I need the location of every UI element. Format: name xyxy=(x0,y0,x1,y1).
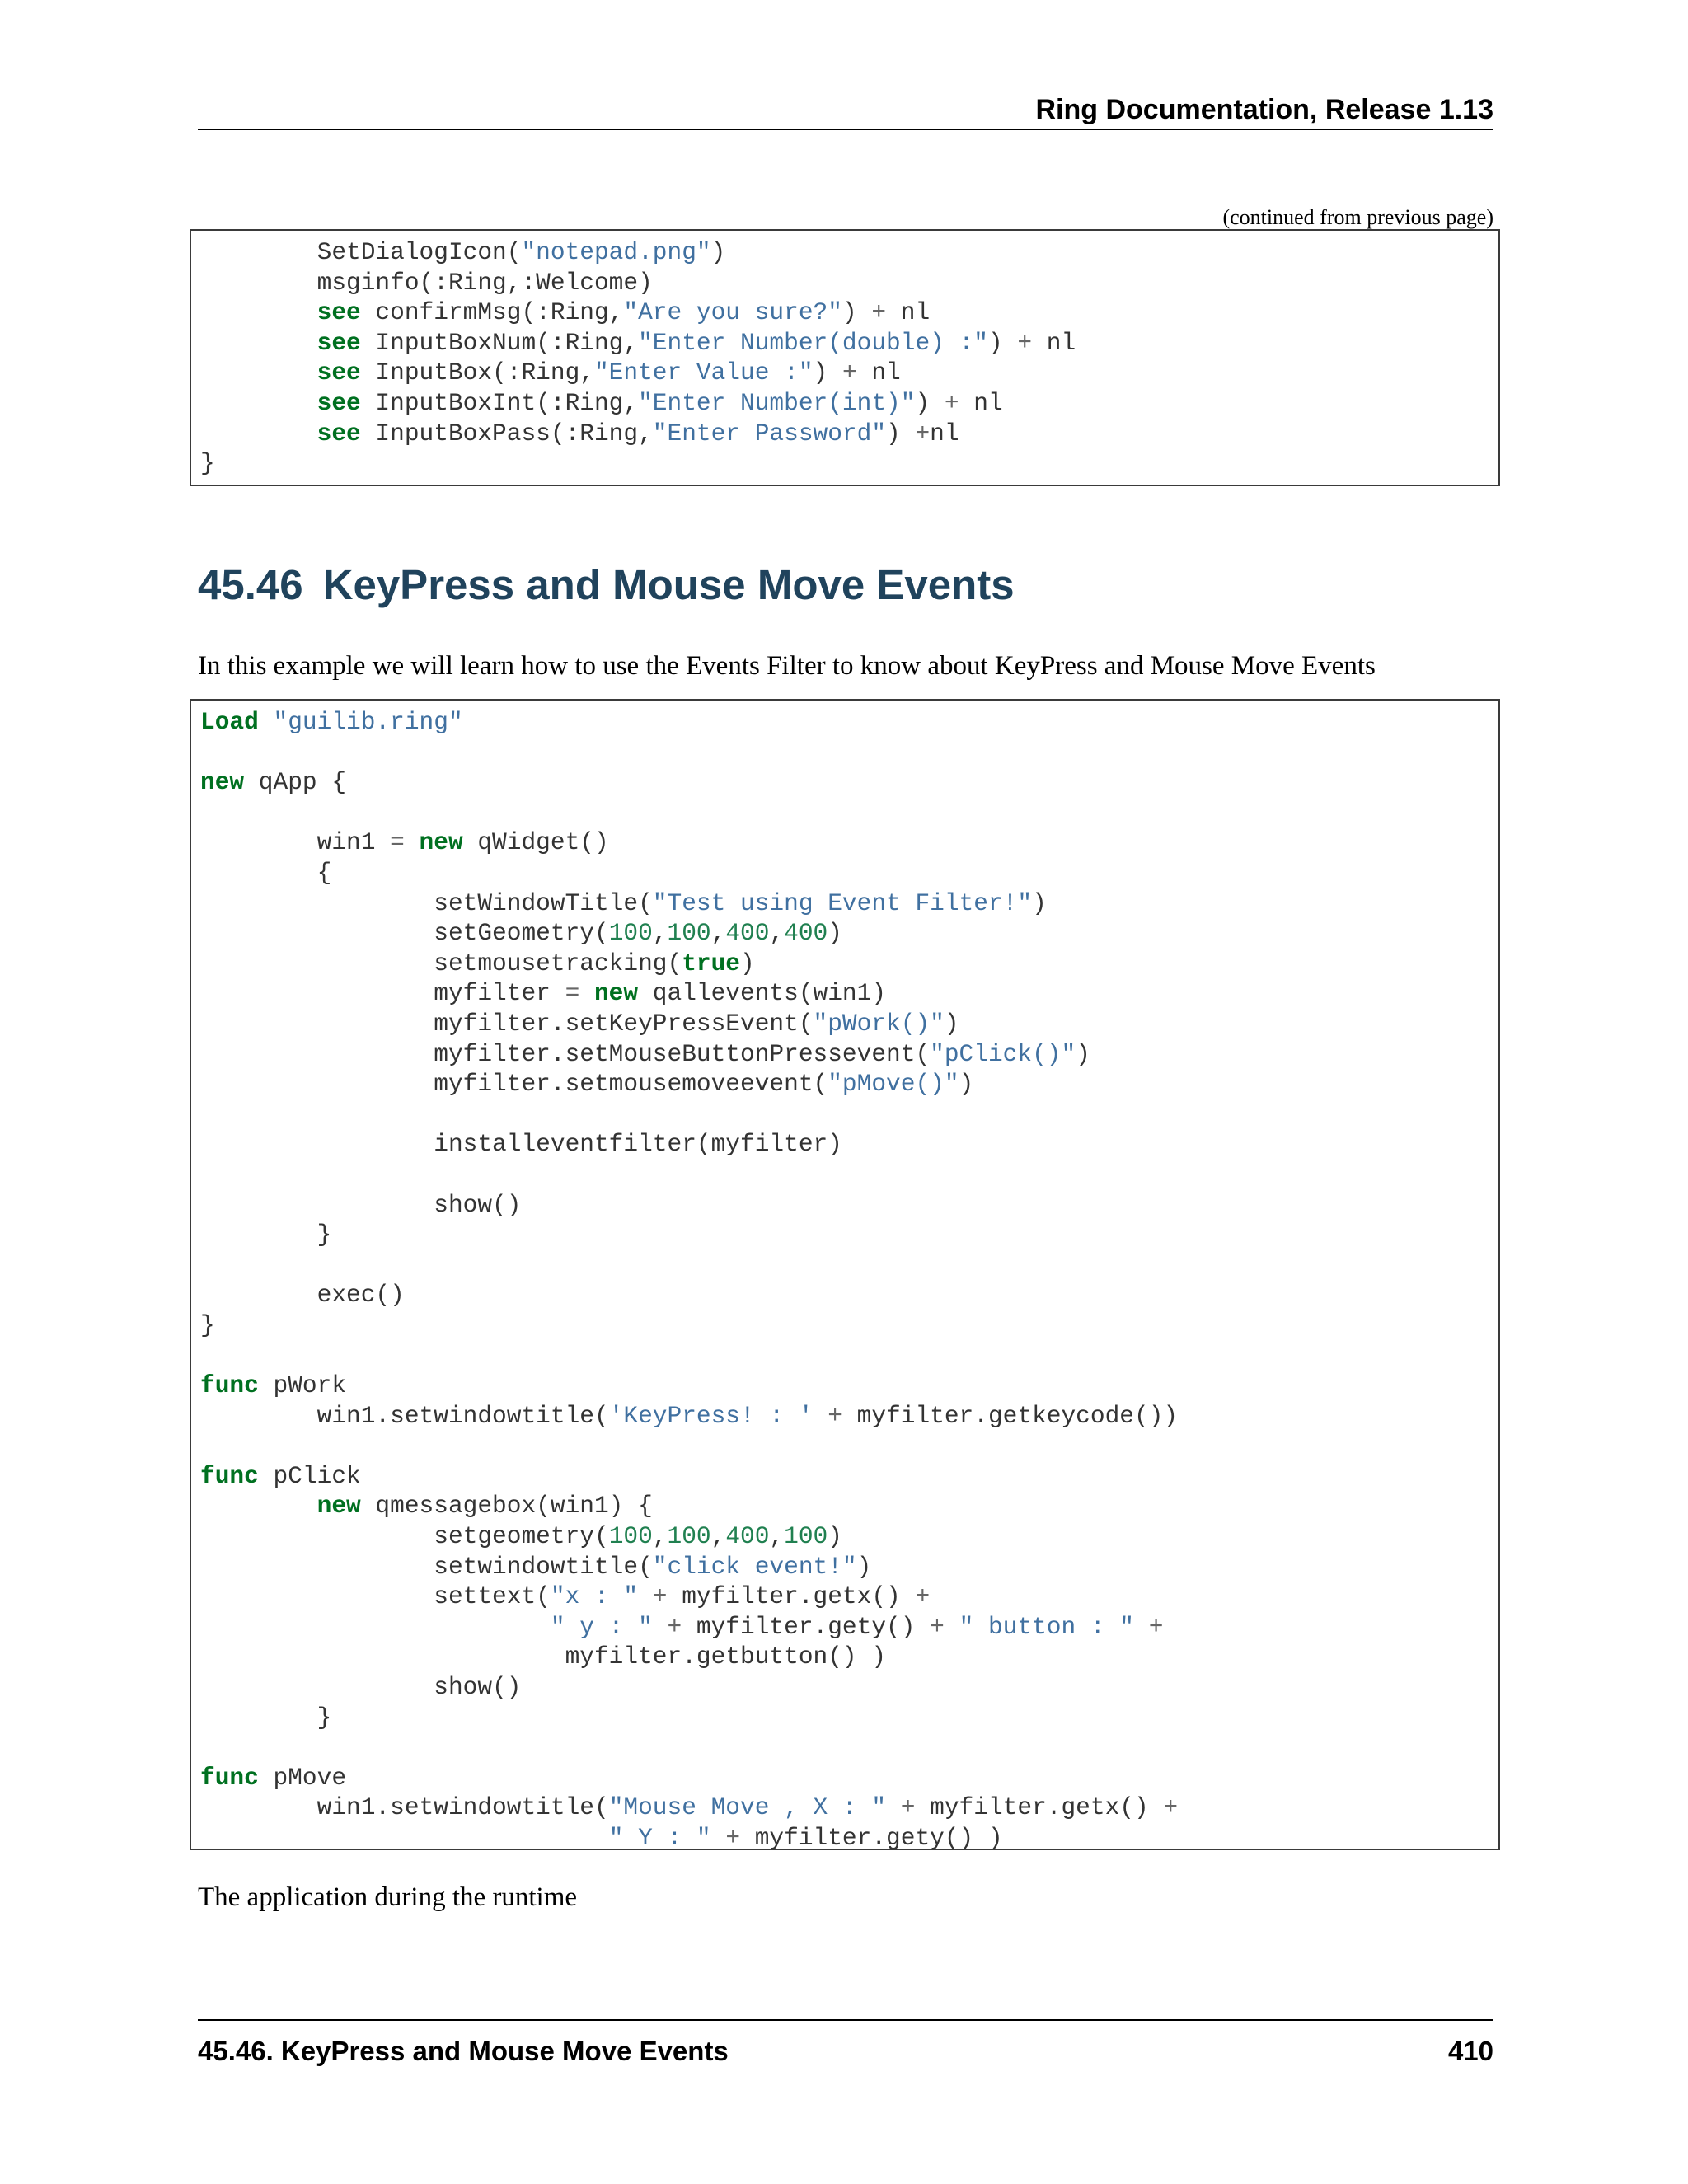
code-line: myfilter.setMouseButtonPressevent("pClick()") xyxy=(200,1039,1090,1068)
footer-section: 45.46. KeyPress and Mouse Move Events xyxy=(198,2036,729,2066)
running-header: Ring Documentation, Release 1.13 xyxy=(1035,94,1493,125)
code-line: show() xyxy=(200,1673,522,1701)
code-line: exec() xyxy=(200,1281,405,1310)
code-line: { xyxy=(200,858,332,887)
code-line: func pMove xyxy=(200,1763,347,1792)
code-line: win1.setwindowtitle('KeyPress! : ' + myfilter.getkeycode()) xyxy=(200,1401,1179,1430)
code-line: " y : " + myfilter.gety() + " button : " + xyxy=(550,1612,1164,1641)
code-line xyxy=(200,798,1498,828)
code-line xyxy=(200,1099,1498,1130)
code-line: installeventfilter(myfilter) xyxy=(200,1130,842,1159)
code-line: see InputBoxNum(:Ring,"Enter Number(double) :") + nl xyxy=(316,328,1076,357)
code-line xyxy=(200,738,1498,768)
code-line: } xyxy=(200,1310,215,1339)
code-line: show() xyxy=(200,1190,522,1219)
intro-paragraph: In this example we will learn how to use the Events Filter to know about KeyPress and Mouse Move Events xyxy=(198,651,1376,681)
section-number: 45.46 xyxy=(198,561,303,608)
code-line: myfilter.getbutton() ) xyxy=(200,1643,887,1671)
code-line: see InputBoxPass(:Ring,"Enter Password") +nl xyxy=(316,419,959,448)
code-line: Load "guilib.ring" xyxy=(200,708,463,736)
code-line: } xyxy=(200,449,215,478)
code-line: new qmessagebox(win1) { xyxy=(316,1492,653,1521)
code-line xyxy=(200,1340,1498,1371)
code-line: setgeometry(100,100,400,100) xyxy=(200,1522,842,1551)
code-line: see InputBox(:Ring,"Enter Value :") + nl xyxy=(316,359,901,387)
code-block-dialogs xyxy=(190,229,1500,486)
code-line: func pClick xyxy=(200,1461,361,1490)
code-block-event-filter xyxy=(190,699,1500,1850)
code-line: SetDialogIcon("notepad.png") xyxy=(200,238,726,266)
code-line: " Y : " + myfilter.gety() ) xyxy=(608,1823,1003,1850)
code-line: func pWork xyxy=(200,1371,347,1400)
code-line: msginfo(:Ring,:Welcome) xyxy=(200,268,653,297)
code-line: } xyxy=(200,1703,332,1732)
code-line: setGeometry(100,100,400,400) xyxy=(200,919,842,948)
code-line: settext("x : " + myfilter.getx() + xyxy=(200,1582,931,1611)
header-rule xyxy=(198,129,1493,130)
page-number: 410 xyxy=(1447,2036,1493,2066)
code-line: myfilter = new qallevents(win1) xyxy=(200,979,887,1008)
continued-note: (continued from previous page) xyxy=(1222,205,1493,229)
code-line: see confirmMsg(:Ring,"Are you sure?") + nl xyxy=(316,298,931,327)
code-line: setWindowTitle("Test using Event Filter!") xyxy=(200,888,1047,917)
code-line: new qApp { xyxy=(200,768,347,797)
runtime-paragraph: The application during the runtime xyxy=(198,1882,578,1912)
code-line xyxy=(200,1160,1498,1190)
code-line: } xyxy=(200,1221,332,1249)
code-line xyxy=(200,1250,1498,1281)
code-line: myfilter.setmousemoveevent("pMove()") xyxy=(200,1070,974,1099)
footer-rule xyxy=(198,2019,1493,2021)
code-line: win1 = new qWidget() xyxy=(200,828,609,857)
code-line xyxy=(200,1732,1498,1763)
code-line: win1.setwindowtitle("Mouse Move , X : " + myfilter.getx() + xyxy=(200,1793,1179,1822)
code-line: see InputBoxInt(:Ring,"Enter Number(int)") + nl xyxy=(316,388,1003,417)
section-title: KeyPress and Mouse Move Events xyxy=(322,561,1015,608)
section-heading xyxy=(198,554,1015,616)
code-line: setmousetracking(true) xyxy=(200,949,755,977)
code-line: setwindowtitle("click event!") xyxy=(200,1552,872,1581)
code-line xyxy=(200,1431,1498,1461)
code-line: myfilter.setKeyPressEvent("pWork()") xyxy=(200,1009,959,1038)
